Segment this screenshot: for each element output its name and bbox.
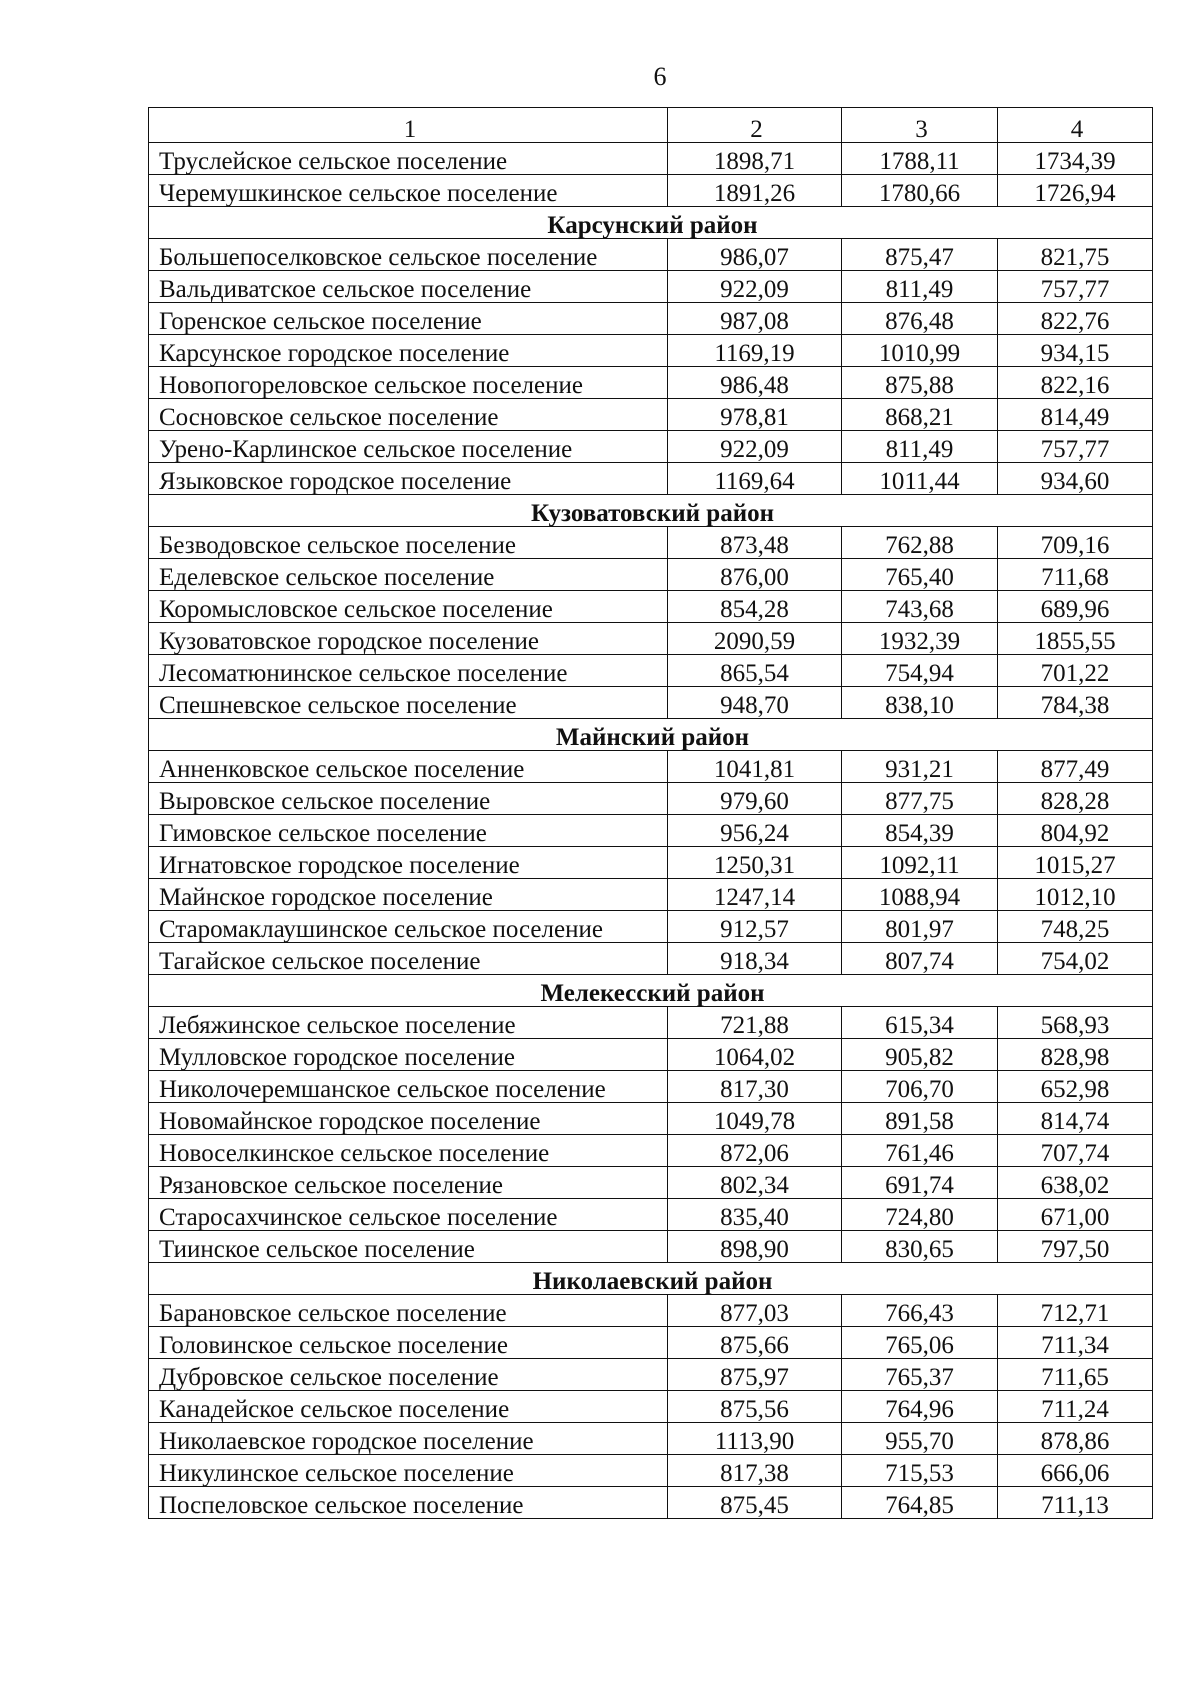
settlement-name-cell: Лебяжинское сельское поселение <box>149 1007 668 1039</box>
district-title: Карсунский район <box>149 207 1153 239</box>
settlement-name-cell: Еделевское сельское поселение <box>149 559 668 591</box>
settlement-name-cell: Поспеловское сельское поселение <box>149 1487 668 1519</box>
settlement-name-cell: Спешневское сельское поселение <box>149 687 668 719</box>
settlement-name-cell: Сосновское сельское поселение <box>149 399 668 431</box>
table-row <box>149 847 1153 879</box>
settlement-name-cell: Гимовское сельское поселение <box>149 815 668 847</box>
value-col3-cell: 830,65 <box>842 1231 998 1263</box>
value-col3-cell: 838,10 <box>842 687 998 719</box>
table-row <box>149 687 1153 719</box>
settlement-name-cell: Рязановское сельское поселение <box>149 1167 668 1199</box>
table-row <box>149 239 1153 271</box>
district-header-row <box>149 1263 1153 1295</box>
district-title: Кузоватовский район <box>149 495 1153 527</box>
table-header-row <box>149 108 1153 143</box>
value-col4-cell: 1726,94 <box>998 175 1153 207</box>
settlement-name-cell: Головинское сельское поселение <box>149 1327 668 1359</box>
value-col4-cell: 711,24 <box>998 1391 1153 1423</box>
value-col3-cell: 765,37 <box>842 1359 998 1391</box>
value-col3-cell: 931,21 <box>842 751 998 783</box>
page-number: 6 <box>653 62 667 91</box>
table-row <box>149 303 1153 335</box>
value-col3-cell: 801,97 <box>842 911 998 943</box>
value-col2-cell: 922,09 <box>668 431 842 463</box>
table-row <box>149 911 1153 943</box>
value-col3-cell: 1092,11 <box>842 847 998 879</box>
value-col2-cell: 948,70 <box>668 687 842 719</box>
district-title: Николаевский район <box>149 1263 1153 1295</box>
value-col3-cell: 764,96 <box>842 1391 998 1423</box>
value-col3-cell: 691,74 <box>842 1167 998 1199</box>
value-col3-cell: 875,47 <box>842 239 998 271</box>
value-col4-cell: 822,16 <box>998 367 1153 399</box>
value-col3-cell: 765,06 <box>842 1327 998 1359</box>
value-col2-cell: 1891,26 <box>668 175 842 207</box>
value-col2-cell: 721,88 <box>668 1007 842 1039</box>
settlement-name-cell: Николаевское городское поселение <box>149 1423 668 1455</box>
value-col2-cell: 978,81 <box>668 399 842 431</box>
settlement-name-cell: Старомаклаушинское сельское поселение <box>149 911 668 943</box>
value-col4-cell: 707,74 <box>998 1135 1153 1167</box>
settlement-name-cell: Коромысловское сельское поселение <box>149 591 668 623</box>
value-col4-cell: 1015,27 <box>998 847 1153 879</box>
value-col4-cell: 757,77 <box>998 271 1153 303</box>
value-col2-cell: 979,60 <box>668 783 842 815</box>
settlement-name-cell: Новомайнское городское поселение <box>149 1103 668 1135</box>
value-col4-cell: 701,22 <box>998 655 1153 687</box>
settlement-name-cell: Старосахчинское сельское поселение <box>149 1199 668 1231</box>
value-col2-cell: 1049,78 <box>668 1103 842 1135</box>
value-col3-cell: 1788,11 <box>842 143 998 175</box>
value-col4-cell: 711,65 <box>998 1359 1153 1391</box>
table-row <box>149 1487 1153 1519</box>
table-row <box>149 1007 1153 1039</box>
value-col3-cell: 1932,39 <box>842 623 998 655</box>
value-col3-cell: 1011,44 <box>842 463 998 495</box>
value-col2-cell: 1898,71 <box>668 143 842 175</box>
settlement-name-cell: Тагайское сельское поселение <box>149 943 668 975</box>
column-header: 1 <box>149 108 668 143</box>
district-title: Майнский район <box>149 719 1153 751</box>
value-col2-cell: 987,08 <box>668 303 842 335</box>
table-row <box>149 623 1153 655</box>
settlement-name-cell: Большепоселковское сельское поселение <box>149 239 668 271</box>
settlement-name-cell: Вальдиватское сельское поселение <box>149 271 668 303</box>
settlement-name-cell: Никулинское сельское поселение <box>149 1455 668 1487</box>
value-col4-cell: 748,25 <box>998 911 1153 943</box>
table-row <box>149 655 1153 687</box>
value-col4-cell: 814,49 <box>998 399 1153 431</box>
value-col4-cell: 1734,39 <box>998 143 1153 175</box>
value-col3-cell: 955,70 <box>842 1423 998 1455</box>
value-col2-cell: 1250,31 <box>668 847 842 879</box>
value-col2-cell: 918,34 <box>668 943 842 975</box>
value-col2-cell: 1169,19 <box>668 335 842 367</box>
value-col4-cell: 878,86 <box>998 1423 1153 1455</box>
value-col2-cell: 865,54 <box>668 655 842 687</box>
value-col2-cell: 854,28 <box>668 591 842 623</box>
value-col2-cell: 1113,90 <box>668 1423 842 1455</box>
table-body <box>149 108 1153 1519</box>
settlement-name-cell: Тиинское сельское поселение <box>149 1231 668 1263</box>
value-col3-cell: 706,70 <box>842 1071 998 1103</box>
value-col4-cell: 757,77 <box>998 431 1153 463</box>
value-col2-cell: 877,03 <box>668 1295 842 1327</box>
settlement-name-cell: Новоселкинское сельское поселение <box>149 1135 668 1167</box>
settlement-name-cell: Труслейское сельское поселение <box>149 143 668 175</box>
value-col4-cell: 814,74 <box>998 1103 1153 1135</box>
value-col3-cell: 1088,94 <box>842 879 998 911</box>
table-row <box>149 143 1153 175</box>
table-row <box>149 335 1153 367</box>
table-row <box>149 1455 1153 1487</box>
value-col4-cell: 652,98 <box>998 1071 1153 1103</box>
value-col3-cell: 615,34 <box>842 1007 998 1039</box>
value-col2-cell: 802,34 <box>668 1167 842 1199</box>
settlement-name-cell: Мулловское городское поселение <box>149 1039 668 1071</box>
value-col2-cell: 1169,64 <box>668 463 842 495</box>
value-col3-cell: 761,46 <box>842 1135 998 1167</box>
value-col3-cell: 754,94 <box>842 655 998 687</box>
table-row <box>149 367 1153 399</box>
value-col3-cell: 724,80 <box>842 1199 998 1231</box>
value-col2-cell: 876,00 <box>668 559 842 591</box>
table-row <box>149 1071 1153 1103</box>
value-col3-cell: 854,39 <box>842 815 998 847</box>
value-col3-cell: 1780,66 <box>842 175 998 207</box>
value-col3-cell: 1010,99 <box>842 335 998 367</box>
value-col2-cell: 817,30 <box>668 1071 842 1103</box>
value-col3-cell: 807,74 <box>842 943 998 975</box>
value-col4-cell: 797,50 <box>998 1231 1153 1263</box>
value-col4-cell: 638,02 <box>998 1167 1153 1199</box>
value-col2-cell: 922,09 <box>668 271 842 303</box>
table-row <box>149 399 1153 431</box>
value-col4-cell: 666,06 <box>998 1455 1153 1487</box>
value-col2-cell: 875,97 <box>668 1359 842 1391</box>
value-col4-cell: 1012,10 <box>998 879 1153 911</box>
value-col4-cell: 711,13 <box>998 1487 1153 1519</box>
value-col3-cell: 868,21 <box>842 399 998 431</box>
value-col2-cell: 873,48 <box>668 527 842 559</box>
settlement-name-cell: Урено-Карлинское сельское поселение <box>149 431 668 463</box>
table-row <box>149 1167 1153 1199</box>
value-col3-cell: 875,88 <box>842 367 998 399</box>
value-col4-cell: 1855,55 <box>998 623 1153 655</box>
table-row <box>149 1039 1153 1071</box>
value-col3-cell: 811,49 <box>842 431 998 463</box>
settlement-name-cell: Выровское сельское поселение <box>149 783 668 815</box>
column-header: 3 <box>842 108 998 143</box>
column-header: 2 <box>668 108 842 143</box>
table-row <box>149 1103 1153 1135</box>
value-col2-cell: 1247,14 <box>668 879 842 911</box>
value-col2-cell: 872,06 <box>668 1135 842 1167</box>
value-col4-cell: 821,75 <box>998 239 1153 271</box>
settlement-name-cell: Анненковское сельское поселение <box>149 751 668 783</box>
settlement-name-cell: Кузоватовское городское поселение <box>149 623 668 655</box>
value-col4-cell: 877,49 <box>998 751 1153 783</box>
value-col4-cell: 804,92 <box>998 815 1153 847</box>
value-col4-cell: 709,16 <box>998 527 1153 559</box>
settlement-name-cell: Языковское городское поселение <box>149 463 668 495</box>
column-header: 4 <box>998 108 1153 143</box>
value-col4-cell: 828,98 <box>998 1039 1153 1071</box>
value-col2-cell: 817,38 <box>668 1455 842 1487</box>
table-row <box>149 1327 1153 1359</box>
value-col2-cell: 956,24 <box>668 815 842 847</box>
settlement-name-cell: Карсунское городское поселение <box>149 335 668 367</box>
value-col4-cell: 754,02 <box>998 943 1153 975</box>
value-col4-cell: 934,60 <box>998 463 1153 495</box>
table-row <box>149 463 1153 495</box>
value-col3-cell: 876,48 <box>842 303 998 335</box>
value-col3-cell: 766,43 <box>842 1295 998 1327</box>
value-col3-cell: 743,68 <box>842 591 998 623</box>
settlement-name-cell: Майнское городское поселение <box>149 879 668 911</box>
value-col4-cell: 689,96 <box>998 591 1153 623</box>
table-row <box>149 1199 1153 1231</box>
settlement-name-cell: Черемушкинское сельское поселение <box>149 175 668 207</box>
table-row <box>149 1295 1153 1327</box>
value-col3-cell: 891,58 <box>842 1103 998 1135</box>
data-table <box>148 107 1153 1519</box>
table-row <box>149 1391 1153 1423</box>
settlement-name-cell: Горенское сельское поселение <box>149 303 668 335</box>
value-col2-cell: 986,48 <box>668 367 842 399</box>
district-header-row <box>149 495 1153 527</box>
table-row <box>149 1231 1153 1263</box>
value-col3-cell: 877,75 <box>842 783 998 815</box>
value-col3-cell: 811,49 <box>842 271 998 303</box>
settlement-name-cell: Дубровское сельское поселение <box>149 1359 668 1391</box>
value-col3-cell: 762,88 <box>842 527 998 559</box>
table-row <box>149 943 1153 975</box>
value-col2-cell: 875,45 <box>668 1487 842 1519</box>
settlement-name-cell: Новопогореловское сельское поселение <box>149 367 668 399</box>
value-col2-cell: 835,40 <box>668 1199 842 1231</box>
value-col4-cell: 671,00 <box>998 1199 1153 1231</box>
value-col2-cell: 898,90 <box>668 1231 842 1263</box>
settlement-name-cell: Лесоматюнинское сельское поселение <box>149 655 668 687</box>
value-col4-cell: 828,28 <box>998 783 1153 815</box>
table-row <box>149 815 1153 847</box>
value-col4-cell: 934,15 <box>998 335 1153 367</box>
settlement-name-cell: Игнатовское городское поселение <box>149 847 668 879</box>
value-col3-cell: 905,82 <box>842 1039 998 1071</box>
district-header-row <box>149 975 1153 1007</box>
district-header-row <box>149 207 1153 239</box>
value-col4-cell: 712,71 <box>998 1295 1153 1327</box>
value-col4-cell: 711,68 <box>998 559 1153 591</box>
table-row <box>149 271 1153 303</box>
value-col4-cell: 822,76 <box>998 303 1153 335</box>
table-row <box>149 175 1153 207</box>
value-col2-cell: 875,66 <box>668 1327 842 1359</box>
value-col3-cell: 764,85 <box>842 1487 998 1519</box>
value-col2-cell: 2090,59 <box>668 623 842 655</box>
settlement-name-cell: Безводовское сельское поселение <box>149 527 668 559</box>
value-col3-cell: 765,40 <box>842 559 998 591</box>
settlement-name-cell: Канадейское сельское поселение <box>149 1391 668 1423</box>
table-row <box>149 751 1153 783</box>
value-col2-cell: 1041,81 <box>668 751 842 783</box>
value-col3-cell: 715,53 <box>842 1455 998 1487</box>
table-row <box>149 783 1153 815</box>
value-col4-cell: 784,38 <box>998 687 1153 719</box>
value-col2-cell: 986,07 <box>668 239 842 271</box>
district-header-row <box>149 719 1153 751</box>
table-row <box>149 431 1153 463</box>
table-row <box>149 1423 1153 1455</box>
table-row <box>149 527 1153 559</box>
settlement-name-cell: Николочеремшанское сельское поселение <box>149 1071 668 1103</box>
table-row <box>149 1135 1153 1167</box>
district-title: Мелекесский район <box>149 975 1153 1007</box>
value-col2-cell: 1064,02 <box>668 1039 842 1071</box>
value-col2-cell: 875,56 <box>668 1391 842 1423</box>
table-row <box>149 879 1153 911</box>
value-col4-cell: 711,34 <box>998 1327 1153 1359</box>
value-col2-cell: 912,57 <box>668 911 842 943</box>
table-row <box>149 591 1153 623</box>
value-col4-cell: 568,93 <box>998 1007 1153 1039</box>
table-row <box>149 559 1153 591</box>
table-row <box>149 1359 1153 1391</box>
settlement-name-cell: Барановское сельское поселение <box>149 1295 668 1327</box>
